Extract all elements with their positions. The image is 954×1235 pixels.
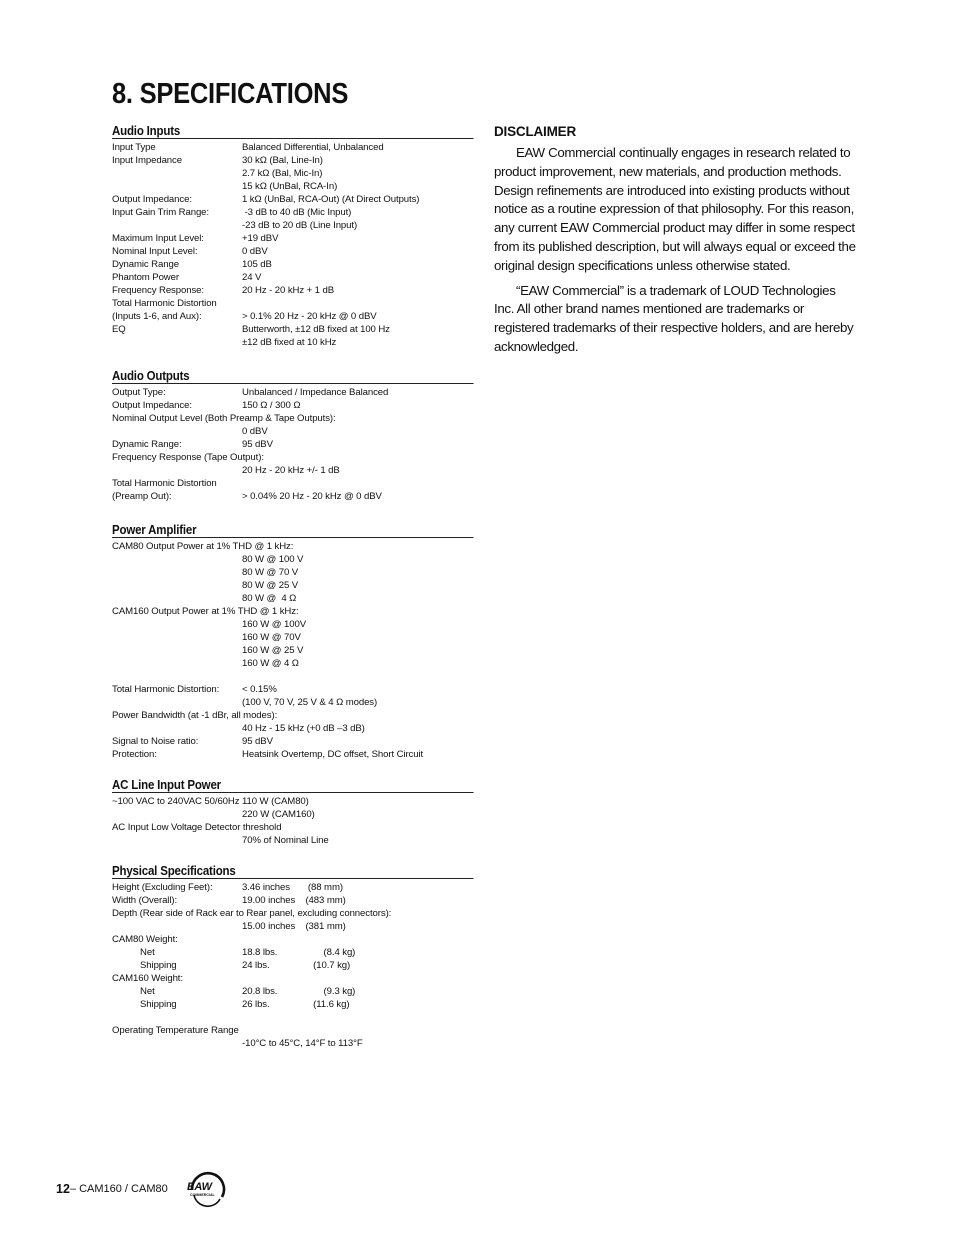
- spec-value: 1 kΩ (UnBal, RCA-Out) (At Direct Outputs): [242, 194, 420, 205]
- spec-row: [112, 894, 474, 907]
- spec-row: [112, 451, 474, 464]
- spec-label: [112, 657, 242, 670]
- spec-label: Signal to Noise ratio:: [112, 736, 199, 747]
- specifications-column: [112, 124, 474, 1067]
- spec-value: -10°C to 45°C, 14°F to 113°F: [242, 1038, 363, 1049]
- spec-value: 0 dBV: [242, 246, 268, 257]
- spec-row: [112, 1024, 474, 1037]
- spec-label: Output Type:: [112, 387, 166, 398]
- spec-value: 2.7 kΩ (Bal, Mic-In): [242, 168, 323, 179]
- spec-label: [112, 592, 242, 605]
- spec-label: ~100 VAC to 240VAC 50/60Hz: [112, 796, 240, 807]
- spec-section: [112, 778, 474, 847]
- spec-row: [112, 477, 474, 490]
- spec-value: 80 W @ 4 Ω: [242, 593, 297, 604]
- spec-value: 70% of Nominal Line: [242, 835, 329, 846]
- spec-row: [112, 566, 474, 579]
- logo-text-main: EAW: [187, 1181, 213, 1193]
- spec-label: Maximum Input Level:: [112, 233, 204, 244]
- spec-row: [112, 323, 474, 336]
- spec-value: 20 Hz - 20 kHz +/- 1 dB: [242, 465, 340, 476]
- spec-value: 19.00 inches (483 mm): [242, 895, 346, 906]
- spec-label: Output Impedance:: [112, 400, 192, 411]
- spec-value: ±12 dB fixed at 10 kHz: [242, 337, 337, 348]
- spec-value: 150 Ω / 300 Ω: [242, 400, 301, 411]
- spec-row: [112, 1011, 474, 1024]
- spec-value: 0 dBV: [242, 426, 268, 437]
- spec-label: [112, 631, 242, 644]
- spec-row: [112, 180, 474, 193]
- spec-row: [112, 631, 474, 644]
- spec-value: 160 W @ 100V: [242, 619, 307, 630]
- spec-label: [112, 464, 242, 477]
- disclaimer-title: DISCLAIMER: [494, 124, 576, 139]
- section-title: Physical Specifications: [112, 864, 473, 879]
- spec-label: Total Harmonic Distortion:: [112, 684, 220, 695]
- spec-label: Dynamic Range: [112, 259, 179, 270]
- spec-label: Frequency Response (Tape Output):: [112, 452, 264, 463]
- spec-label: Input Impedance: [112, 155, 182, 166]
- spec-row: [112, 412, 474, 425]
- spec-row: [112, 959, 474, 972]
- spec-section: [112, 523, 474, 761]
- spec-value: 24 V: [242, 272, 262, 283]
- logo-text-sub: COMMERCIAL: [190, 1193, 215, 1197]
- spec-label: [112, 566, 242, 579]
- spec-label: [112, 579, 242, 592]
- spec-row: [112, 258, 474, 271]
- spec-label: [112, 553, 242, 566]
- spec-row: [112, 553, 474, 566]
- spec-row: [112, 336, 474, 349]
- spec-label: Phantom Power: [112, 272, 179, 283]
- spec-row: [112, 795, 474, 808]
- spec-value: 160 W @ 4 Ω: [242, 658, 299, 669]
- spec-row: [112, 206, 474, 219]
- spec-value: 220 W (CAM160): [242, 809, 315, 820]
- spec-value: 24 lbs. (10.7 kg): [242, 960, 351, 971]
- section-title: Audio Outputs: [112, 369, 473, 384]
- spec-row: [112, 1037, 474, 1050]
- spec-label: EQ: [112, 324, 126, 335]
- spec-value: -23 dB to 20 dB (Line Input): [242, 220, 358, 231]
- spec-row: [112, 920, 474, 933]
- spec-value: (100 V, 70 V, 25 V & 4 Ω modes): [242, 697, 378, 708]
- spec-label: Power Bandwidth (at -1 dBr, all modes):: [112, 710, 278, 721]
- spec-row: [112, 425, 474, 438]
- spec-label: [112, 180, 242, 193]
- spec-label: Shipping: [140, 999, 177, 1010]
- spec-section: [112, 369, 474, 503]
- spec-row: [112, 821, 474, 834]
- spec-label: Nominal Input Level:: [112, 246, 198, 257]
- spec-value: 95 dBV: [242, 736, 273, 747]
- spec-row: [112, 972, 474, 985]
- spec-label: Net: [140, 986, 155, 997]
- spec-row: [112, 985, 474, 998]
- spec-label: Nominal Output Level (Both Preamp & Tape Outputs):: [112, 413, 336, 424]
- spec-label: (Preamp Out):: [112, 491, 172, 502]
- spec-row: [112, 657, 474, 670]
- spec-label: Input Type: [112, 142, 156, 153]
- spec-row: [112, 946, 474, 959]
- spec-row: [112, 998, 474, 1011]
- spec-row: [112, 808, 474, 821]
- section-title: Power Amplifier: [112, 523, 473, 538]
- section-title: Audio Inputs: [112, 124, 473, 139]
- spec-value: 80 W @ 70 V: [242, 567, 299, 578]
- spec-label: Output Impedance:: [112, 194, 192, 205]
- eaw-commercial-logo: [184, 1169, 228, 1209]
- spec-label: [112, 834, 242, 847]
- spec-label: [112, 425, 242, 438]
- spec-value: 80 W @ 100 V: [242, 554, 304, 565]
- spec-value: 160 W @ 25 V: [242, 645, 304, 656]
- spec-label: Height (Excluding Feet):: [112, 882, 213, 893]
- spec-value: 95 dBV: [242, 439, 273, 450]
- spec-value: > 0.1% 20 Hz - 20 kHz @ 0 dBV: [242, 311, 377, 322]
- footer-product: – CAM160 / CAM80: [69, 1183, 168, 1195]
- spec-row: [112, 399, 474, 412]
- spec-label: [112, 1037, 242, 1050]
- spec-label: (Inputs 1-6, and Aux):: [112, 311, 202, 322]
- spec-row: [112, 748, 474, 761]
- spec-label: CAM160 Weight:: [112, 973, 183, 984]
- spec-row: [112, 245, 474, 258]
- spec-value: Unbalanced / Impedance Balanced: [242, 387, 389, 398]
- spec-value: 110 W (CAM80): [242, 796, 309, 807]
- spec-row: [112, 907, 474, 920]
- spec-row: [112, 670, 474, 683]
- spec-section: [112, 864, 474, 1050]
- spec-value: 20 Hz - 20 kHz + 1 dB: [242, 285, 335, 296]
- spec-row: [112, 579, 474, 592]
- spec-label: [112, 920, 242, 933]
- spec-row: [112, 592, 474, 605]
- spec-value: > 0.04% 20 Hz - 20 kHz @ 0 dBV: [242, 491, 382, 502]
- spec-label: Protection:: [112, 749, 157, 760]
- spec-row: [112, 881, 474, 894]
- spec-value: 40 Hz - 15 kHz (+0 dB –3 dB): [242, 723, 365, 734]
- spec-row: [112, 297, 474, 310]
- spec-row: [112, 696, 474, 709]
- spec-label: Operating Temperature Range: [112, 1025, 239, 1036]
- spec-row: [112, 310, 474, 323]
- spec-row: [112, 618, 474, 631]
- spec-label: Depth (Rear side of Rack ear to Rear panel, excluding connectors):: [112, 908, 392, 919]
- spec-row: [112, 167, 474, 180]
- spec-row: [112, 284, 474, 297]
- spec-label: AC Input Low Voltage Detector threshold: [112, 822, 282, 833]
- spec-section: [112, 124, 474, 349]
- trademark-paragraph: “EAW Commercial” is a trademark of LOUD Technologies Inc. All other brand names mentioned are trademarks or registered trademarks of their respective holders, and are hereby acknowledged.: [494, 282, 854, 354]
- spec-value: Butterworth, ±12 dB fixed at 100 Hz: [242, 324, 390, 335]
- spec-value: 30 kΩ (Bal, Line-In): [242, 155, 323, 166]
- page-number: 12: [56, 1182, 70, 1196]
- spec-row: [112, 386, 474, 399]
- spec-label: Net: [140, 947, 155, 958]
- spec-value: 15.00 inches (381 mm): [242, 921, 346, 932]
- spec-value: 26 lbs. (11.6 kg): [242, 999, 350, 1010]
- spec-value: -3 dB to 40 dB (Mic Input): [242, 207, 352, 218]
- spec-row: [112, 464, 474, 477]
- spec-value: Heatsink Overtemp, DC offset, Short Circuit: [242, 749, 424, 760]
- spec-label: [112, 808, 242, 821]
- spec-value: 3.46 inches (88 mm): [242, 882, 343, 893]
- spec-label: [112, 722, 242, 735]
- spec-label: CAM160 Output Power at 1% THD @ 1 kHz:: [112, 606, 299, 617]
- spec-label: Total Harmonic Distortion: [112, 298, 217, 309]
- spec-value: < 0.15%: [242, 684, 277, 695]
- spec-row: [112, 141, 474, 154]
- spec-label: Input Gain Trim Range:: [112, 207, 209, 218]
- spec-row: [112, 605, 474, 618]
- spec-label: Total Harmonic Distortion: [112, 478, 217, 489]
- spec-row: [112, 154, 474, 167]
- spec-value: +19 dBV: [242, 233, 279, 244]
- section-title: AC Line Input Power: [112, 778, 473, 793]
- spec-label: Frequency Response:: [112, 285, 204, 296]
- spec-label: [112, 336, 242, 349]
- spec-label: [112, 219, 242, 232]
- spec-row: [112, 540, 474, 553]
- spec-row: [112, 683, 474, 696]
- spec-label: CAM80 Weight:: [112, 934, 178, 945]
- spec-row: [112, 219, 474, 232]
- spec-label: [112, 696, 242, 709]
- spec-row: [112, 193, 474, 206]
- spec-row: [112, 438, 474, 451]
- spec-row: [112, 644, 474, 657]
- spec-row: [112, 722, 474, 735]
- spec-value: 160 W @ 70V: [242, 632, 301, 643]
- spec-label: [112, 167, 242, 180]
- spec-label: Shipping: [140, 960, 177, 971]
- page-footer: [56, 1182, 168, 1196]
- spec-value: 20.8 lbs. (9.3 kg): [242, 986, 356, 997]
- spec-row: [112, 834, 474, 847]
- spec-row: [112, 271, 474, 284]
- spec-value: 15 kΩ (UnBal, RCA-In): [242, 181, 338, 192]
- spec-row: [112, 735, 474, 748]
- disclaimer-paragraph: EAW Commercial continually engages in research related to product improvement, new materials, and production methods. Design refinements are introduced into existing products without notice as a routine expression of that philosophy. For this reason, any current EAW Commercial product may differ in some respect from its published description, but will always equal or exceed the original design specifications unless otherwise stated.: [494, 145, 856, 273]
- spec-label: [112, 618, 242, 631]
- spec-value: 105 dB: [242, 259, 272, 270]
- spec-label: [112, 644, 242, 657]
- page-title: 8. SPECIFICATIONS: [112, 78, 349, 110]
- spec-row: [112, 490, 474, 503]
- spec-value: 80 W @ 25 V: [242, 580, 299, 591]
- spec-label: CAM80 Output Power at 1% THD @ 1 kHz:: [112, 541, 294, 552]
- spec-value: Balanced Differential, Unbalanced: [242, 142, 384, 153]
- spec-label: Dynamic Range:: [112, 439, 182, 450]
- disclaimer-column: [494, 124, 858, 363]
- spec-row: [112, 232, 474, 245]
- spec-label: Width (Overall):: [112, 895, 178, 906]
- spec-value: 18.8 lbs. (8.4 kg): [242, 947, 356, 958]
- spec-row: [112, 933, 474, 946]
- spec-row: [112, 709, 474, 722]
